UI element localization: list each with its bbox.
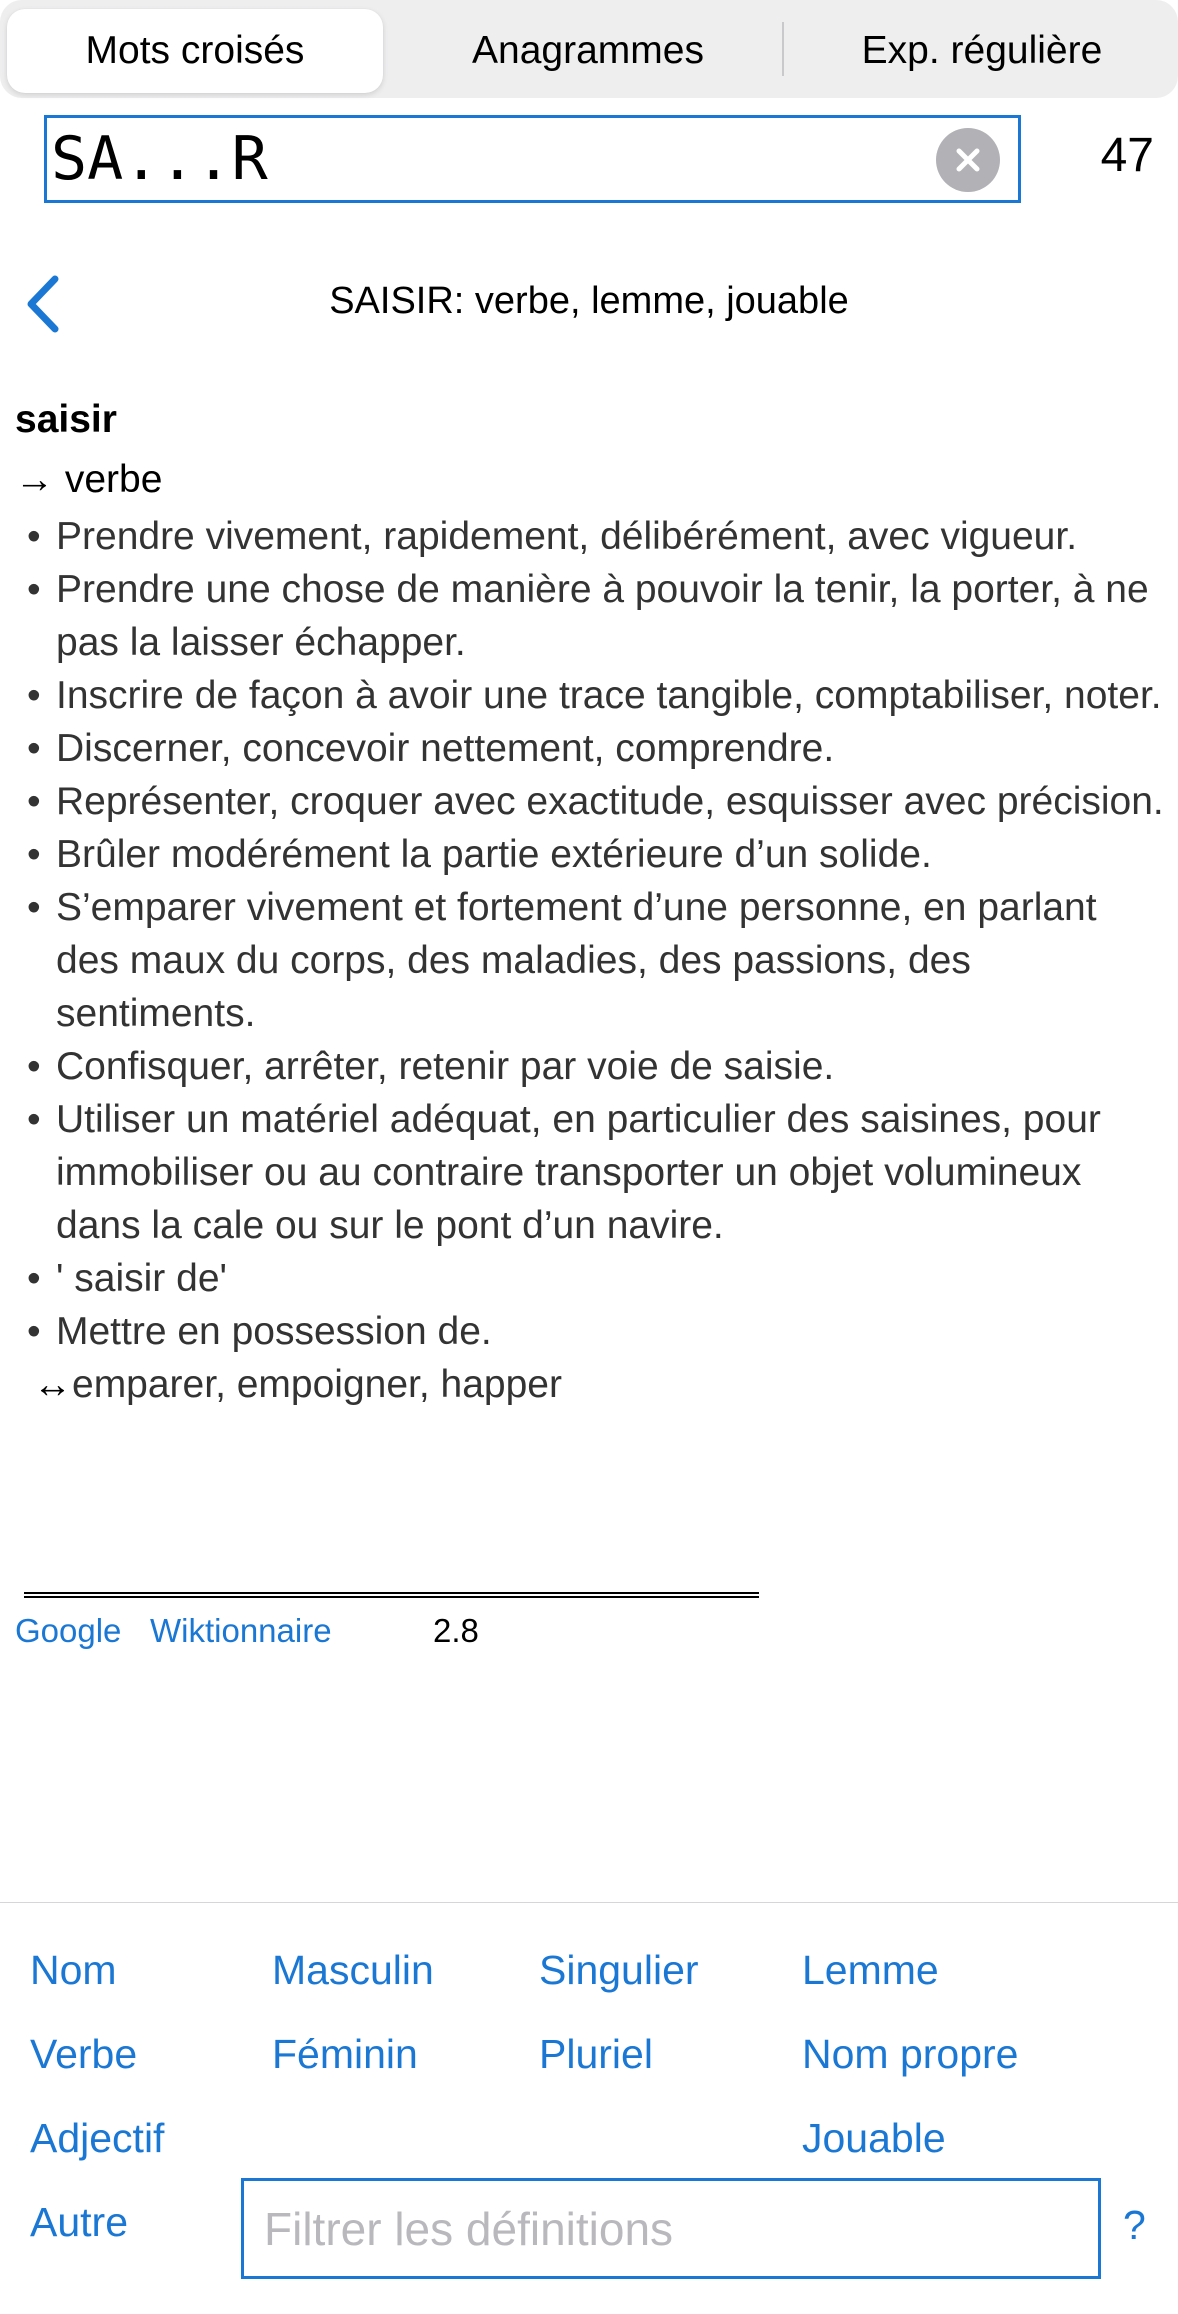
bullet: • [27,886,41,929]
definition-item: • Confisquer, arrêter, retenir par voie de saisie. [15,1040,1165,1093]
definition-item: • Mettre en possession de. [15,1305,1165,1358]
filter-verbe[interactable]: Verbe [30,2031,138,2077]
tab-anagrammes[interactable]: Anagrammes [472,29,704,72]
mode-segmented-control [0,0,1178,98]
bullet: • [27,1310,41,1353]
bullet: • [27,833,41,876]
definition-item: • Discerner, concevoir nettement, comprendre. [15,722,1165,775]
segment-divider [782,22,784,76]
filter-feminin[interactable]: Féminin [272,2031,418,2077]
definition-item: • Prendre une chose de manière à pouvoir la tenir, la porter, à ne pas la laisser échapper. [15,563,1165,669]
definition-item: • Prendre vivement, rapidement, délibérément, avec vigueur. [15,510,1165,563]
filter-jouable[interactable]: Jouable [802,2115,946,2161]
filter-nom-propre[interactable]: Nom propre [802,2031,1019,2077]
wiktionnaire-link[interactable]: Wiktionnaire [150,1612,332,1649]
bidirectional-arrow-icon: ↔ [33,1363,72,1406]
definition-item: • Représenter, croquer avec exactitude, esquisser avec précision. [15,775,1165,828]
definition-item: • Utiliser un matériel adéquat, en particulier des saisines, pour immobiliser ou au contraire transporter un objet volumineux dans la cale ou sur le pont d’un navire. [15,1093,1165,1252]
definition-item: • Inscrire de façon à avoir une trace tangible, comptabiliser, noter. [15,669,1165,722]
help-button[interactable]: ? [1123,2202,1146,2248]
filter-autre[interactable]: Autre [30,2199,128,2245]
filter-adjectif[interactable]: Adjectif [30,2115,165,2161]
definition-item: • ' saisir de' [15,1252,1165,1305]
bullet: • [27,1045,41,1088]
tab-mots-croises[interactable]: Mots croisés [7,9,383,93]
bullet: • [27,568,41,611]
bullet: • [27,727,41,770]
clear-search-button[interactable] [936,128,1000,192]
definition-filter-input[interactable] [244,2181,1098,2276]
synonyms-text: emparer, empoigner, happer [72,1363,562,1406]
bullet: • [27,1257,41,1300]
definition-item: • S’emparer vivement et fortement d’une personne, en parlant des maux du corps, des maladies, des passions, des sentiments. [15,881,1165,1040]
pattern-search-box [44,115,1021,203]
bullet: • [27,1098,41,1141]
part-of-speech: → verbe [15,458,163,501]
definition-content [15,390,1165,1411]
filter-masculin[interactable]: Masculin [272,1947,434,1993]
google-link[interactable]: Google [15,1612,122,1649]
entry-title: SAISIR: verbe, lemme, jouable [329,280,849,322]
definition-filter-box [241,2178,1101,2279]
score-value: 2.8 [433,1612,479,1649]
result-count: 47 [1100,129,1154,182]
bullet: • [27,674,41,717]
synonyms-line [15,1358,1165,1411]
filter-nom[interactable]: Nom [30,1947,117,1993]
tab-expression-reguliere[interactable]: Exp. régulière [861,29,1103,72]
bottom-separator [0,1902,1178,1903]
headword: saisir [15,398,117,441]
definition-list [15,510,1165,1358]
definition-item: • Brûler modérément la partie extérieure d’un solide. [15,828,1165,881]
pattern-search-input[interactable] [47,118,935,200]
bullet: • [27,515,41,558]
filter-singulier[interactable]: Singulier [539,1947,699,1993]
filter-lemme[interactable]: Lemme [802,1947,939,1993]
clear-x-icon [953,145,983,175]
filter-pluriel[interactable]: Pluriel [539,2031,653,2077]
double-divider [24,1592,759,1598]
bullet: • [27,780,41,823]
